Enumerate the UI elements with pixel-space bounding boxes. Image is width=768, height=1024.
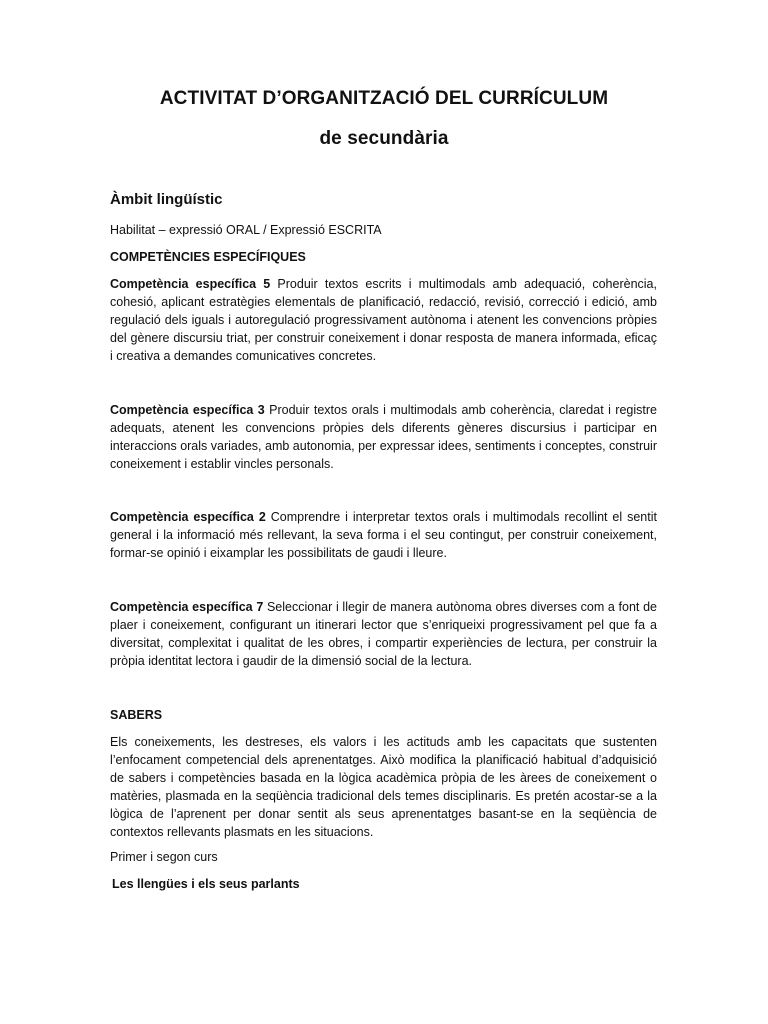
course-line: Primer i segon curs	[110, 850, 218, 864]
competence-label: Competència específica 3	[110, 403, 265, 417]
competence-paragraph	[110, 402, 657, 474]
sabers-paragraph: Els coneixements, les destreses, els valors i les actituds amb les capacitats que sustenten l’enfocament competencial dels aprenentatges. Això modifica la planificació habitual d’adquisició de sabers i competències basada en la lògica acadèmica pròpia de les àrees de coneixement o matèries, plasmada en la seqüència tradicional dels temes disciplinaris. Es pretén acostar-se a la lògica de l’aprenent per donar sentit als seus aprenentatges basant-se en la seqüència de contextos rellevants plasmats en les situacions.	[110, 735, 657, 839]
competence-text: Produir textos escrits i multimodals amb adequació, coherència, cohesió, aplicant estratègies elementals de planificació, redacció, revisió, correcció i edició, amb regulació dels iguals i autoregulació progressivament autònoma i atenent les convencions pròpies del gènere discursiu triat, per construir coneixement i donar resposta de manera informada, eficaç i creativa a demandes comunicatives concretes.	[110, 277, 657, 363]
competence-label: Competència específica 2	[110, 510, 266, 524]
competence-label: Competència específica 5	[110, 277, 271, 291]
sabers-heading: SABERS	[110, 708, 163, 722]
competence-text: Produir textos orals i multimodals amb coherència, claredat i registre adequats, atenent les convencions pròpies dels diferents gèneres discursius i participar en interaccions orals variades, amb autonomia, per expressar idees, sentiments i conceptes, construir coneixement i establir vincles personals.	[110, 403, 657, 471]
section-heading: Àmbit lingüístic	[110, 191, 223, 208]
competence-paragraph	[110, 599, 657, 671]
document-subtitle: de secundària	[319, 128, 449, 149]
competence-text: Seleccionar i llegir de manera autònoma obres diverses com a font de plaer i coneixement, configurant un itinerari lector que s’enriqueixi progressivament pel que fa a diversitat, complexitat i qualitat de les obres, i compartir experiències de lectura, per construir la pròpia identitat lectora i gaudir de la dimensió social de la lectura.	[110, 600, 657, 668]
competence-text: Comprendre i interpretar textos orals i multimodals recollint el sentit general i la informació més rellevant, la seva forma i el seu contingut, per construir coneixement, formar-se opinió i eixamplar les possibilitats de gaudi i lleure.	[110, 510, 657, 560]
document-title: ACTIVITAT D’ORGANITZACIÓ DEL CURRÍCULUM	[159, 88, 609, 109]
competence-paragraph	[110, 276, 657, 366]
skill-line: Habilitat – expressió ORAL / Expressió ESCRITA	[110, 223, 382, 237]
competence-label: Competència específica 7	[110, 600, 264, 614]
competences-heading: COMPETÈNCIES ESPECÍFIQUES	[110, 250, 306, 264]
competence-paragraph	[110, 509, 657, 563]
subheading: Les llengües i els seus parlants	[112, 877, 300, 891]
